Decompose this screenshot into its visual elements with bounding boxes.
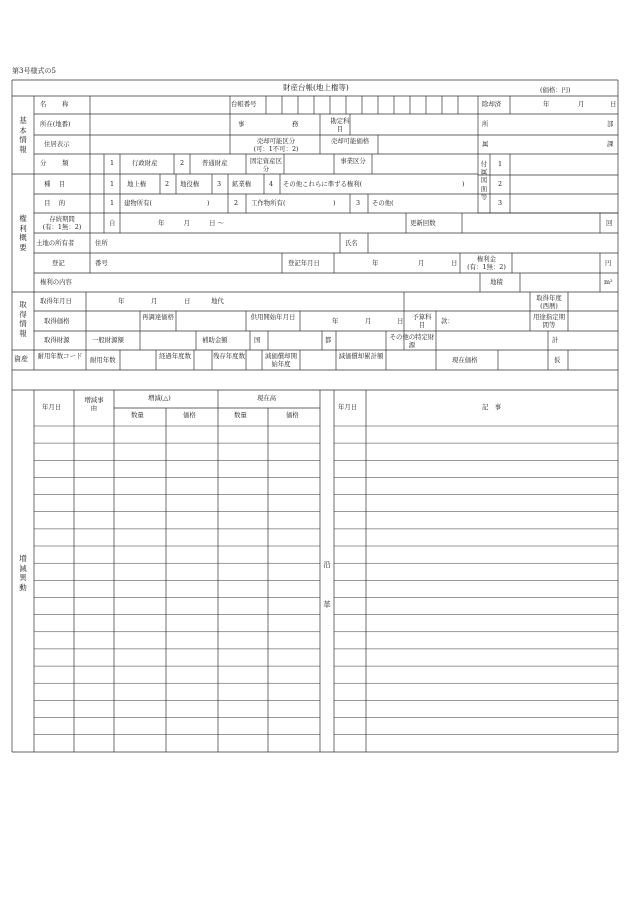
acq-year: 年 — [118, 297, 125, 305]
label-rent: 地代 — [211, 297, 224, 305]
hist-col-qty-1: 数量 — [131, 411, 144, 419]
attached-1: 1 — [498, 160, 503, 168]
purpose-num-3: 3 — [356, 199, 361, 207]
label-type: 種 目 — [44, 180, 67, 188]
acq-month: 月 — [151, 297, 158, 305]
class-admin-property: 行政財産 — [132, 159, 158, 167]
label-useful-life: 耐用年数 — [90, 356, 116, 364]
label-fixed-asset: 固定資産区分 — [250, 157, 282, 173]
purpose-structure-close: ) — [333, 199, 336, 207]
hist-col-change: 増減(△) — [148, 394, 171, 402]
label-current-price: 現在価格 — [452, 356, 478, 364]
type-mining-right: 鉱業権 — [232, 180, 252, 188]
currency-note: (価格：円) — [540, 86, 571, 94]
label-total: 計 — [552, 336, 559, 344]
label-other-fund: その他の特定財源 — [389, 333, 435, 349]
label-dep-start: 減価償却開始年度 — [265, 352, 297, 368]
section-history: 沿革 — [323, 560, 331, 609]
renewal-times: 回 — [606, 219, 613, 227]
form-number: 第3号様式の5 — [12, 67, 56, 75]
label-reg-date: 登記年月日 — [288, 259, 320, 267]
label-dep-total: 減価償却累計額 — [338, 352, 384, 360]
label-landowner: 土地の所有者 — [36, 239, 75, 247]
label-classification: 分 類 — [40, 159, 70, 167]
hist-col-date: 年月日 — [42, 403, 62, 411]
label-subsidy: 補助金額 — [202, 336, 228, 344]
label-acq-price: 取得価格 — [44, 317, 70, 325]
type-close-paren: ) — [462, 180, 465, 188]
label-bu: 部 — [607, 120, 614, 128]
label-reg-no: 番号 — [95, 259, 108, 267]
hist-col-record: 記 事 — [482, 403, 502, 411]
type-num-2: 2 — [165, 180, 170, 188]
hist-col-price-1: 価格 — [183, 411, 196, 419]
label-registration: 登記 — [52, 259, 65, 267]
label-attached: 付属図面等 — [480, 160, 488, 201]
label-premium: 権利金 (有：1無：2) — [467, 255, 506, 271]
purpose-other: その他( — [372, 199, 394, 207]
label-address-display: 住居表示 — [44, 140, 70, 148]
attached-2: 2 — [498, 180, 503, 188]
budget-kan: 款： — [441, 317, 454, 325]
label-renewal: 更新回数 — [410, 219, 436, 227]
label-purpose: 目 的 — [44, 199, 67, 207]
label-life-code: 耐用年数コード — [37, 352, 83, 360]
purpose-structure: 工作物所有( — [251, 199, 286, 207]
purpose-building-close: ) — [207, 199, 210, 207]
label-owner-name: 氏名 — [345, 239, 358, 247]
purpose-num-1: 1 — [110, 199, 115, 207]
reg-month: 月 — [418, 259, 425, 267]
hist-col-price-2: 価格 — [286, 411, 299, 419]
label-national: 国 — [254, 336, 261, 344]
purpose-num-2: 2 — [234, 199, 239, 207]
label-fiscal-year: 取得年度 (西暦) — [536, 294, 562, 310]
reg-day: 日 — [451, 259, 458, 267]
area-unit: m² — [604, 278, 613, 286]
form-title: 財産台帳(地上権等) — [283, 83, 349, 92]
disposed-year: 年 — [543, 100, 550, 108]
label-residence: 住所 — [95, 239, 108, 247]
service-month: 月 — [365, 317, 372, 325]
type-other-rights: その他これらに準ずる権利( — [283, 180, 363, 188]
duration-from: 自 — [109, 219, 116, 227]
label-acq-date: 取得年月日 — [40, 297, 72, 305]
class-num-2: 2 — [180, 159, 185, 167]
label-designated: 用途指定期間等 — [533, 313, 565, 329]
class-general-property: 普通財産 — [202, 159, 228, 167]
label-elapsed: 経過年度数 — [159, 352, 191, 360]
type-surface-right: 地上権 — [127, 180, 147, 188]
label-location: 所在(地番) — [40, 120, 71, 128]
service-year: 年 — [332, 317, 339, 325]
label-service-start: 供用開始年月日 — [250, 313, 296, 321]
hist-col-reason: 増減事由 — [84, 396, 104, 412]
section-basic-info: 基本情報 — [19, 116, 27, 154]
label-ledger-no: 台帳番号 — [231, 100, 257, 108]
label-dept-1: 所 — [482, 120, 489, 128]
label-content: 権利の内容 — [40, 278, 72, 286]
label-office-2: 務 — [292, 120, 299, 128]
label-general-fund: 一般財源額 — [92, 336, 124, 344]
hist-col-current: 現在高 — [257, 394, 277, 402]
label-remaining: 残存年度数 — [213, 352, 245, 360]
label-provisional: 仮 — [554, 356, 561, 364]
type-num-3: 3 — [217, 180, 222, 188]
service-day: 日 — [397, 317, 404, 325]
label-account-division: 勘定科目 — [330, 117, 350, 133]
label-duration: 存続期間 (有：1無：2) — [42, 215, 82, 231]
attached-3: 3 — [498, 199, 503, 207]
section-change-history: 増減異動 — [19, 554, 27, 592]
reg-year: 年 — [372, 259, 379, 267]
label-sale-price: 売却可能価格 — [330, 137, 370, 145]
type-num-4: 4 — [269, 180, 274, 188]
hist-col-date-2: 年月日 — [338, 403, 358, 411]
section-asset: 資産 — [14, 355, 28, 363]
disposed-day: 日 — [610, 100, 617, 108]
label-disposed: 除却済 — [482, 100, 502, 108]
class-num-1: 1 — [110, 159, 115, 167]
acq-day: 日 — [184, 297, 191, 305]
duration-date-range: 年 月 日 〜 — [158, 219, 224, 227]
label-ka: 課 — [607, 140, 614, 148]
label-name: 名 称 — [40, 100, 70, 108]
type-easement: 地役権 — [180, 180, 200, 188]
label-dept-2: 属 — [482, 140, 489, 148]
label-prefecture: 都 — [325, 336, 332, 344]
label-budget: 予算科目 — [412, 313, 432, 329]
label-business: 事業区分 — [340, 157, 366, 165]
label-office-1: 事 — [238, 120, 245, 128]
disposed-month: 月 — [578, 100, 585, 108]
label-saleable: 売却可能区分 (可：1不可：2) — [253, 137, 299, 153]
label-reval: 再調達価格 — [142, 313, 174, 321]
label-area: 地積 — [490, 278, 503, 286]
purpose-building: 建物所有( — [124, 199, 153, 207]
hist-col-qty-2: 数量 — [234, 411, 247, 419]
premium-yen: 円 — [605, 259, 612, 267]
section-rights-overview: 権利概要 — [19, 214, 27, 252]
type-num-1: 1 — [110, 180, 115, 188]
label-funding: 取得財源 — [44, 336, 70, 344]
section-acquisition-info: 取得情報 — [19, 300, 27, 338]
